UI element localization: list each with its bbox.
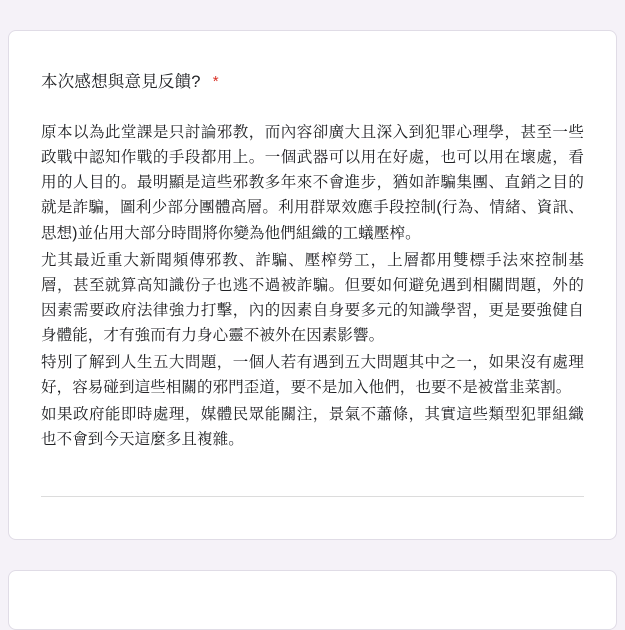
question-card — [8, 30, 617, 540]
answer-text[interactable] — [41, 120, 584, 452]
answer-paragraph: 原本以為此堂課是只討論邪教，而內容卻廣大且深入到犯罪心理學，甚至一些政戰中認知作戰的手段都用上。一個武器可以用在好處，也可以用在壞處，看用的人目的。最明顯是這些邪教多年來不會進步，猶如詐騙集團、直銷之目的就是詐騙，圖利少部分團體高層。利用群眾效應手段控制(行為、情緒、資訊、思想)並佔用大部分時間將你變為他們組織的工蟻壓榨。 — [41, 124, 584, 242]
answer-paragraph: 特別了解到人生五大問題，一個人若有遇到五大問題其中之一，如果沒有處理好，容易碰到這些相關的邪門歪道，要不是加入他們，也要不是被當韭菜割。 — [41, 354, 584, 397]
question-header — [41, 71, 584, 94]
required-asterisk: * — [212, 73, 219, 90]
answer-paragraph: 如果政府能即時處理，媒體民眾能關注，景氣不蕭條，其實這些類型犯罪組織也不會到今天這麼多且複雜。 — [41, 406, 584, 449]
question-title: 本次感想與意見反饋? — [41, 73, 201, 91]
answer-paragraph: 尤其最近重大新聞頻傳邪教、詐騙、壓榨勞工，上層都用雙標手法來控制基層，甚至就算高知識份子也逃不過被詐騙。但要如何避免遇到相關問題，外的因素需要政府法律強力打擊，內的因素自身要多元的知識學習，更是要強健自身體能，才有強而有力身心靈不被外在因素影響。 — [41, 251, 584, 344]
answer-input-underline — [41, 496, 584, 497]
next-section-card — [8, 570, 617, 630]
